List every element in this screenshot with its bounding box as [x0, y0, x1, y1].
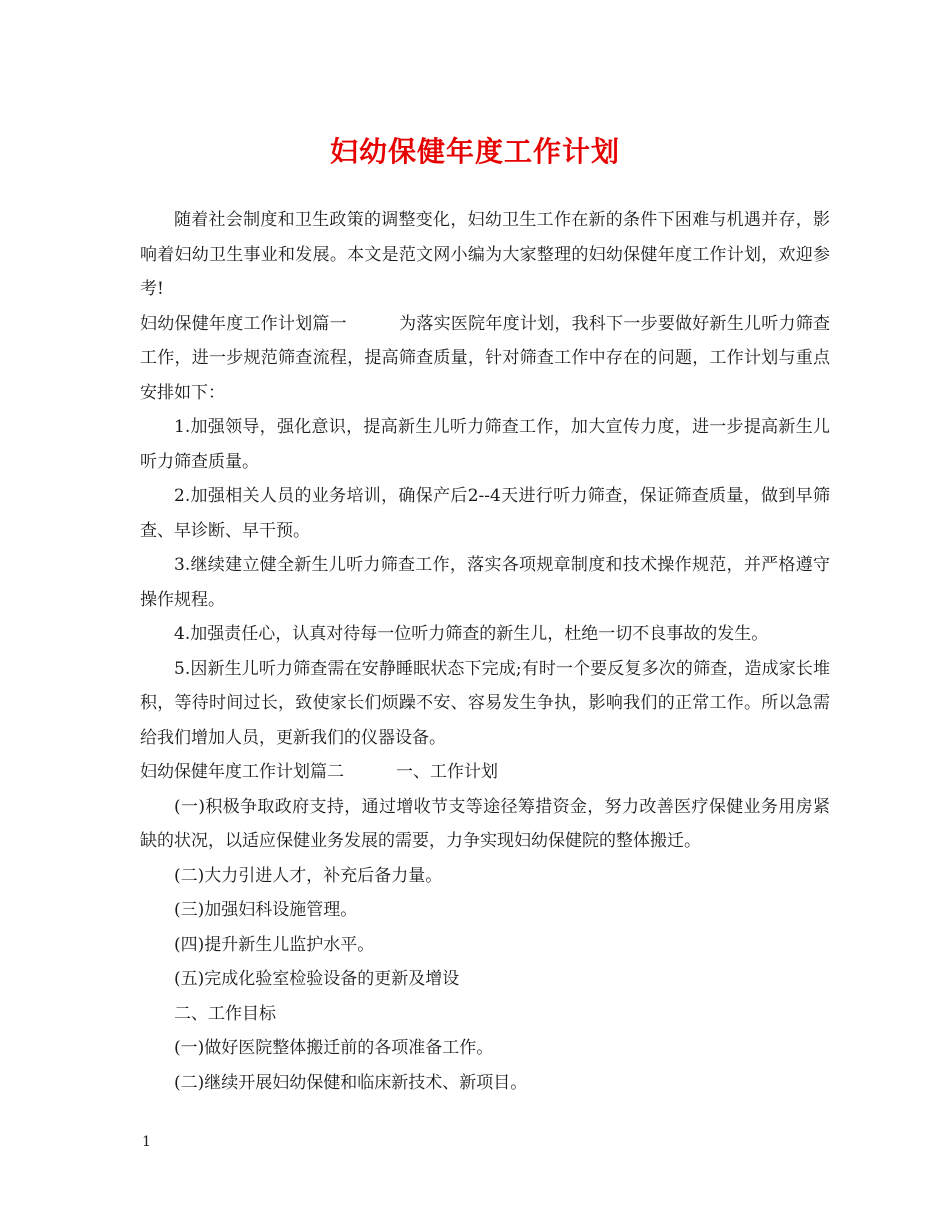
- part2-item: (一)积极争取政府支持，通过增收节支等途径筹措资金，努力改善医疗保健业务用房紧缺的状况，以适应保健业务发展的需要，力争实现妇幼保健院的整体搬迁。: [140, 796, 830, 851]
- page-number: 1: [142, 1134, 151, 1150]
- part2-heading: 妇幼保健年度工作计划篇二: [140, 762, 344, 782]
- part2-lead: 一、工作计划: [396, 762, 498, 782]
- document-body: [140, 203, 830, 1100]
- part1-item: 5.因新生儿听力筛查需在安静睡眠状态下完成;有时一个要反复多次的筛查，造成家长堆积，等待时间过长，致使家长们烦躁不安、容易发生争执，影响我们的正常工作。所以急需给我们增加人员，更新我们的仪器设备。: [140, 658, 830, 748]
- intro-paragraph: 随着社会制度和卫生政策的调整变化，妇幼卫生工作在新的条件下困难与机遇并存，影响着妇幼卫生事业和发展。本文是范文网小编为大家整理的妇幼保健年度工作计划，欢迎参考!: [140, 210, 830, 299]
- part2-item: (一)做好医院整体搬迁前的各项准备工作。: [174, 1038, 494, 1058]
- part1-lead: 为落实医院年度计划，我科下一步要做好新生儿听力筛查工作，进一步规范筛查流程，提高筛查质量，针对筛查工作中存在的问题，工作计划与重点安排如下：: [140, 313, 831, 403]
- part1-heading: 妇幼保健年度工作计划篇一: [140, 313, 347, 334]
- part2-item: (五)完成化验室检验设备的更新及增设: [174, 969, 460, 989]
- part2-item: 二、工作目标: [174, 1003, 276, 1024]
- part2-item: (三)加强妇科设施管理。: [174, 900, 358, 920]
- part2-item: (四)提升新生儿监护水平。: [174, 934, 375, 955]
- page-title: 妇幼保健年度工作计划: [329, 135, 620, 168]
- part2-item: (二)继续开展妇幼保健和临床新技术、新项目。: [174, 1072, 528, 1093]
- part1-item: 4.加强责任心，认真对待每一位听力筛查的新生儿，杜绝一切不良事故的发生。: [174, 624, 769, 644]
- part2-paragraph: [140, 755, 830, 790]
- part1-item: 1.加强领导，强化意识，提高新生儿听力筛查工作，加大宣传力度，进一步提高新生儿听力筛查质量。: [140, 417, 830, 472]
- part1-item: 3.继续建立健全新生儿听力筛查工作，落实各项规章制度和技术操作规范，并严格遵守操作规程。: [140, 555, 830, 610]
- part1-item: 2.加强相关人员的业务培训，确保产后2--4天进行听力筛查，保证筛查质量，做到早筛查、早诊断、早干预。: [140, 486, 830, 541]
- part1-paragraph: [140, 307, 830, 411]
- part2-item: (二)大力引进人才，补充后备力量。: [174, 865, 443, 886]
